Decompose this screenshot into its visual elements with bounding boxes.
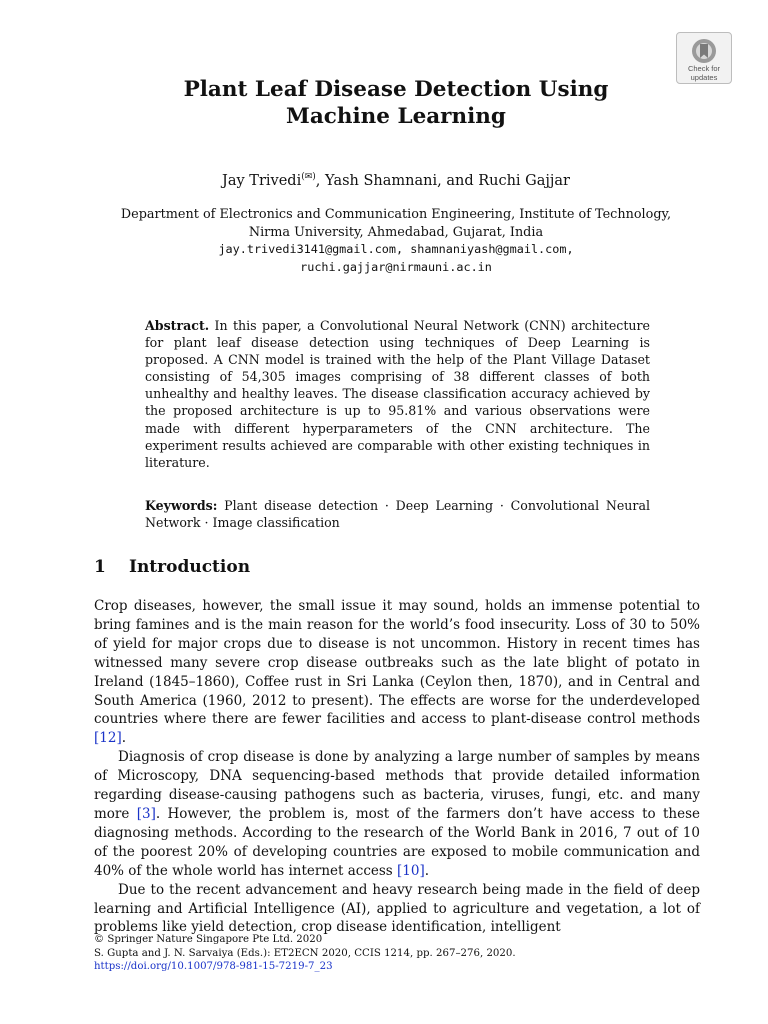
section-title: Introduction — [129, 557, 251, 577]
author-rest: , Yash Shamnani, and Ruchi Gajjar — [315, 172, 570, 189]
paragraph-1-end: . — [121, 730, 127, 747]
paper-title — [60, 73, 732, 130]
paragraph-2 — [94, 748, 700, 880]
keywords-label: Keywords: — [145, 498, 218, 513]
body-text — [94, 597, 700, 937]
paragraph-2-text-a: Diagnosis of crop disease is done by analyzing a large number of samples by means of Microscopy, DNA sequencing-based methods that provide detailed information regarding disease-causing pathogens such as bacteria, viruses, fungi, etc. and many more — [94, 749, 700, 822]
email-list-1: jay.trivedi3141@gmail.com, shamnaniyash@gmail.com, — [218, 242, 574, 256]
publication-citation: S. Gupta and J. N. Sarvaiya (Eds.): ET2ECN 2020, CCIS 1214, pp. 267–276, 2020. — [94, 947, 516, 959]
paragraph-2-end: . — [424, 862, 430, 879]
keywords-text: Plant disease detection · Deep Learning · Convolutional Neural Network · Image classification — [145, 498, 650, 531]
citation-link-10[interactable]: [10] — [397, 862, 425, 879]
email-list-2: ruchi.gajjar@nirmauni.ac.in — [300, 259, 492, 274]
copyright: © Springer Nature Singapore Pte Ltd. 2020 — [94, 934, 323, 945]
section-heading — [94, 557, 250, 577]
title-line-1: Plant Leaf Disease Detection Using — [183, 77, 609, 102]
section-number: 1 — [94, 557, 106, 577]
author-first: Jay Trivedi — [222, 172, 302, 189]
title-line-2: Machine Learning — [286, 104, 506, 129]
abstract-label: Abstract. — [145, 318, 210, 333]
citation-link-12[interactable]: [12] — [94, 730, 122, 747]
corresponding-author-mark: (✉) — [301, 172, 316, 182]
badge-label-line2: updates — [690, 73, 718, 82]
bookmark-icon — [691, 38, 717, 64]
doi-link[interactable]: https://doi.org/10.1007/978-981-15-7219-7_23 — [94, 961, 333, 972]
affiliation-line-2: Nirma University, Ahmedabad, Gujarat, India — [248, 224, 544, 240]
affiliation-block — [60, 206, 732, 276]
badge-label-line1: Check for — [687, 64, 721, 73]
paragraph-1-text: Crop diseases, however, the small issue it may sound, holds an immense potential to bring famines and is the main reason for the world’s food insecurity. Loss of 30 to 50% of yield for major crops due to disease is not uncommon. History in recent times has witnessed many severe crop disease outbreaks such as the late blight of potato in Ireland (1845–1860), Coffee rust in Sri Lanka (Ceylon then, 1870), and in Central and South America (1960, 2012 to present). The effects are worse for the underdeveloped countries where there are fewer facilities and access to plant-disease control methods — [94, 598, 700, 728]
abstract-text: In this paper, a Convolutional Neural Network (CNN) architecture for plant leaf disease detection using techniques of Deep Learning is proposed. A CNN model is trained with the help of the Plant Village Dataset consisting of 54,305 images comprising of 38 different classes of both unhealthy and healthy leaves. The disease classification accuracy achieved by the proposed architecture is up to 95.81% and various observations were made with different hyperparameters of the CNN architecture. The experiment results achieved are comparable with other existing techniques in literature. — [145, 318, 651, 470]
paragraph-1 — [94, 597, 700, 748]
citation-link-3[interactable]: [3] — [136, 805, 156, 822]
paragraph-3: Due to the recent advancement and heavy research being made in the field of deep learning and Artificial Intelligence (AI), applied to agriculture and vegetation, a lot of problems like yield detection, crop disease identification, intelligent — [94, 881, 700, 936]
footer — [94, 933, 714, 974]
paragraph-2-text-b: . However, the problem is, most of the farmers don’t have access to these diagnosing methods. According to the research of the World Bank in 2016, 7 out of 10 of the poorest 20% of developing countries are exposed to mobile communication and 40% of the whole world has internet access — [94, 805, 700, 879]
affiliation-line-1: Department of Electronics and Communication Engineering, Institute of Technology, — [120, 207, 672, 222]
author-list — [60, 172, 732, 189]
abstract — [145, 317, 650, 471]
keywords — [145, 497, 650, 531]
